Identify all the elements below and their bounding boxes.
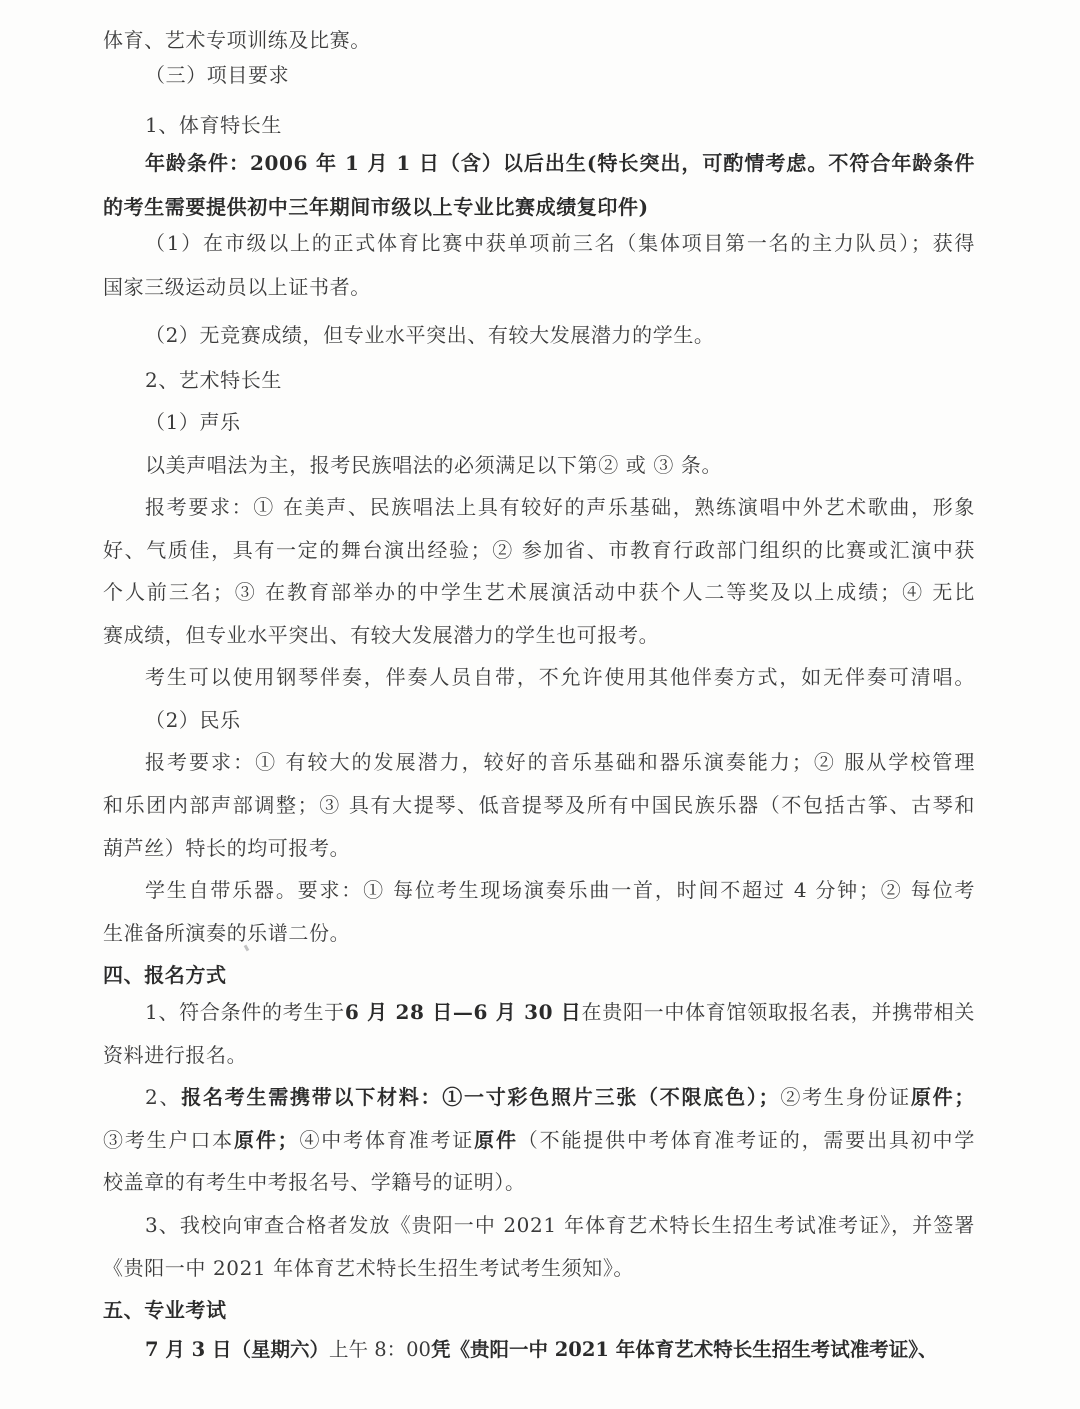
section-heading-professional-exam: 五、专业考试 [103, 1298, 227, 1322]
text-line: 资料进行报名。 [103, 1043, 248, 1067]
text-line: 报考要求：① 在美声、民族唱法上具有较好的声乐基础，熟练演唱中外艺术歌曲，形象 [145, 495, 975, 519]
text-line: （2）无竞赛成绩，但专业水平突出、有较大发展潜力的学生。 [145, 323, 715, 347]
text-line: 国家三级运动员以上证书者。 [103, 275, 371, 299]
text-line: 校盖章的有考生中考报名号、学籍号的证明）。 [103, 1170, 526, 1194]
exam-time: 上午 8：00 [329, 1338, 431, 1361]
text-line: 3、我校向审查合格者发放《贵阳一中 2021 年体育艺术特长生招生考试准考证》，并签署 [145, 1213, 975, 1237]
section-heading-registration: 四、报名方式 [103, 963, 227, 987]
subsection-heading-arts: 2、艺术特长生 [145, 368, 282, 392]
text-run: 在贵阳一中体育馆领取报名表，并携带相关 [581, 1000, 975, 1024]
text-run-bold: 原件； [233, 1128, 299, 1152]
age-requirement-line: 的考生需要提供初中三年期间市级以上专业比赛成绩复印件) [103, 195, 649, 219]
text-line: 葫芦丝）特长的均可报考。 [103, 836, 351, 860]
item-heading-folk-music: （2）民乐 [145, 708, 241, 732]
text-run: （不能提供中考体育准考证的，需要出具初中学 [517, 1128, 975, 1152]
text-line: （1）在市级以上的正式体育比赛中获单项前三名（集体项目第一名的主力队员）；获得 [145, 231, 975, 255]
text-line: 考生可以使用钢琴伴奏，伴奏人员自带，不允许使用其他伴奏方式，如无伴奏可清唱。 [145, 665, 975, 689]
text-line: 学生自带乐器。要求：① 每位考生现场演奏乐曲一首，时间不超过 4 分钟；② 每位考 [145, 878, 975, 902]
subsection-heading-sports: 1、体育特长生 [145, 113, 282, 137]
text-line: 赛成绩，但专业水平突出、有较大发展潜力的学生也可报考。 [103, 623, 660, 647]
text-line: 生准备所演奏的乐谱二份。 [103, 921, 351, 945]
text-run: 1、符合条件的考生于 [145, 1000, 345, 1024]
text-line [145, 1336, 975, 1364]
text-line [103, 1126, 975, 1154]
text-run: ④中考体育准考证 [298, 1128, 475, 1152]
text-run-bold: 凭《贵阳一中 2021 年体育艺术特长生招生考试准考证》、 [430, 1338, 938, 1361]
text-run-bold: 报名考生需携带以下材料：①一寸彩色照片三张（不限底色）； [181, 1085, 780, 1109]
text-line: 和乐团内部声部调整；③ 具有大提琴、低音提琴及所有中国民族乐器（不包括古筝、古琴和 [103, 793, 975, 817]
registration-dates: 6 月 28 日—6 月 30 日 [344, 1000, 582, 1024]
text-run-bold: 原件； [910, 1085, 975, 1109]
text-line: 好、气质佳，具有一定的舞台演出经验；② 参加省、市教育行政部门组织的比赛或汇演中获 [103, 538, 975, 562]
exam-date: 7 月 3 日（星期六） [145, 1338, 330, 1361]
text-line: 以美声唱法为主，报考民族唱法的必须满足以下第② 或 ③ 条。 [145, 453, 723, 477]
text-line [145, 998, 975, 1026]
text-run: 2、 [145, 1085, 182, 1109]
age-requirement-line: 年龄条件：2006 年 1 月 1 日（含）以后出生(特长突出，可酌情考虑。不符合年龄条件 [145, 151, 975, 175]
item-heading-vocal: （1）声乐 [145, 410, 241, 434]
text-line: 个人前三名；③ 在教育部举办的中学生艺术展演活动中获个人二等奖及以上成绩；④ 无比 [103, 580, 975, 604]
text-line: 报考要求：① 有较大的发展潜力，较好的音乐基础和器乐演奏能力；② 服从学校管理 [145, 750, 975, 774]
text-run-bold: 原件 [474, 1128, 518, 1152]
text-line: 体育、艺术专项训练及比赛。 [103, 28, 371, 52]
section-subheading: （三）项目要求 [145, 63, 290, 87]
text-line: 《贵阳一中 2021 年体育艺术特长生招生考试考生须知》。 [103, 1256, 635, 1280]
text-run: ②考生身份证 [779, 1085, 911, 1109]
text-line [145, 1083, 975, 1111]
text-run: ③考生户口本 [103, 1128, 234, 1152]
